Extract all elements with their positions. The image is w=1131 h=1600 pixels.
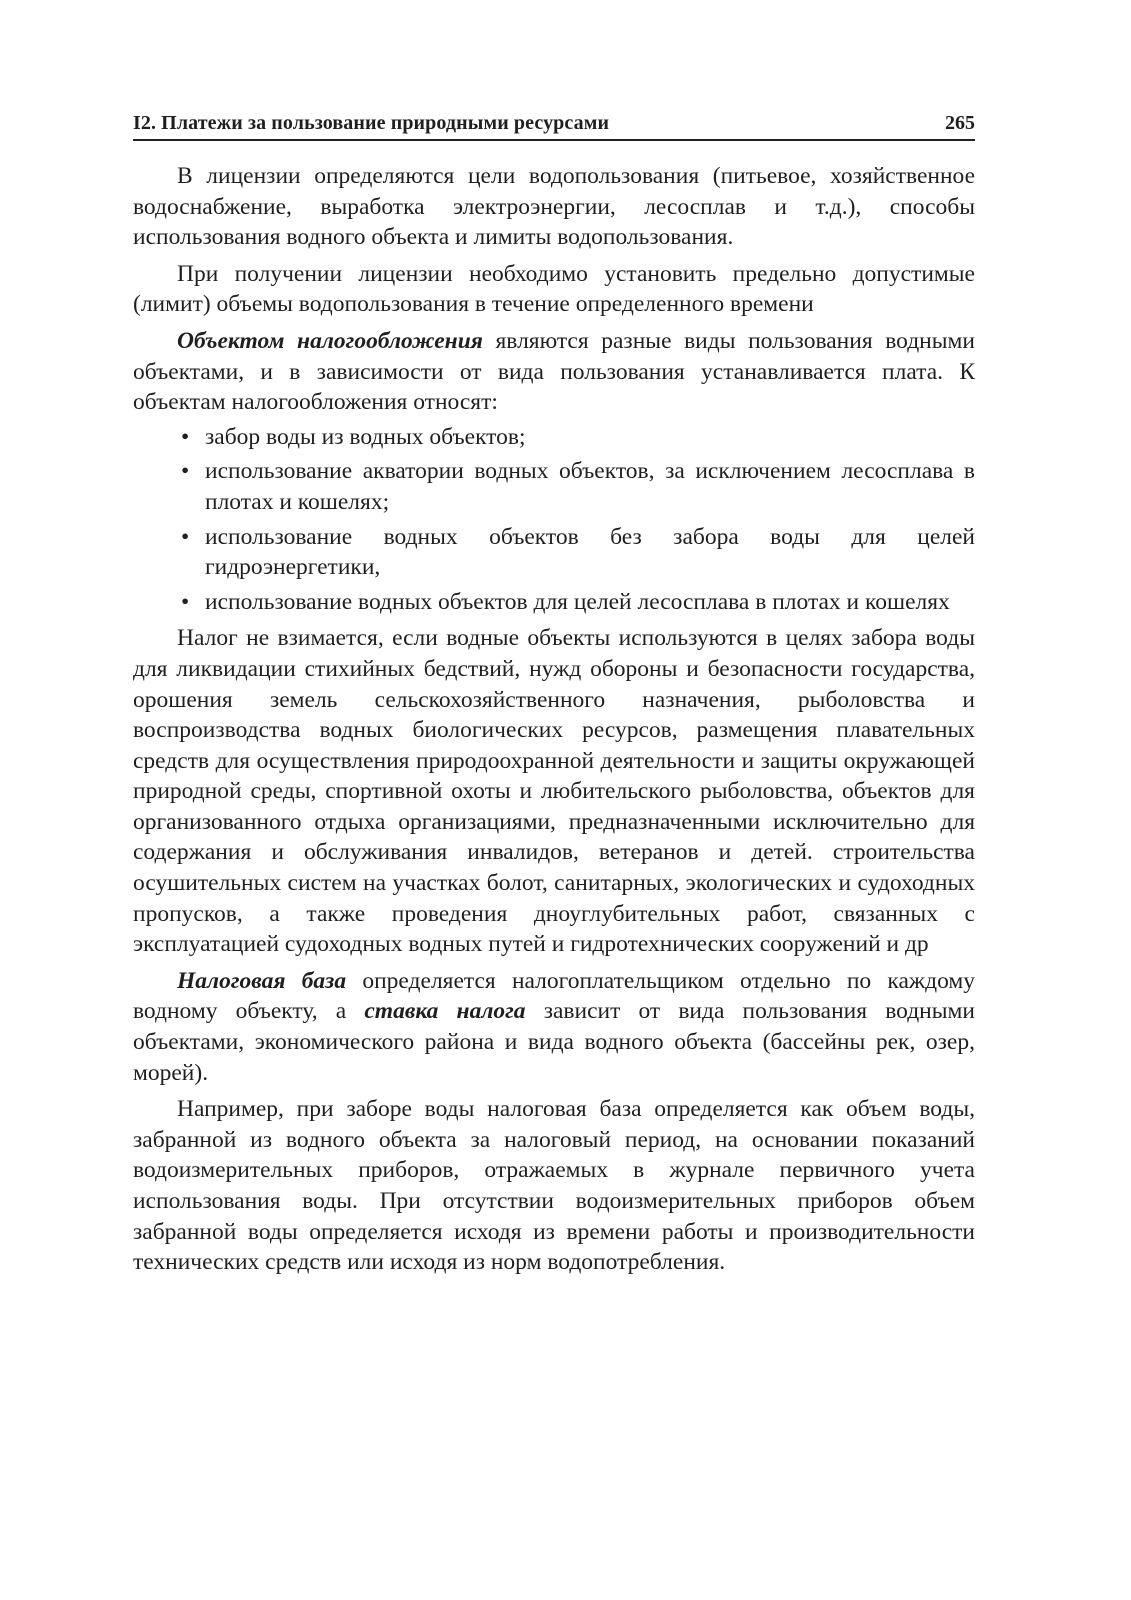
paragraph-tax-object-text: являются разные виды пользования водными объектами, и в зависимости от вида пользования устанавливается плата. К объектам налогообложения относят: <box>133 327 975 416</box>
paragraph-license-goals: В лицензии определяются цели водопользования (питьевое, хозяйственное водоснабжение, выработка электроэнергии, лесосплав и т.д.), способы использования водного объекта и лимиты водопользования. <box>133 163 975 251</box>
body-text <box>133 161 975 1278</box>
paragraph-tax-base-text-2: зависит от вида пользования водными объектами, экономического района и вида водного объекта (бассейны рек, озер, морей). <box>133 998 975 1086</box>
paragraph-tax-base-text-1: определяется налогоплательщиком отдельно по каждому водному объекту, а <box>133 967 976 1025</box>
term-tax-base: Налоговая база <box>177 967 347 994</box>
term-tax-rate: ставка налога <box>364 998 526 1025</box>
book-page <box>133 112 975 1284</box>
list-item: • забор воды из водных объектов; <box>133 422 975 453</box>
term-tax-object: Объектом налогообложения <box>177 327 483 354</box>
paragraph-tax-exemptions: Налог не взимается, если водные объекты используются в целях забора воды для ликвидации стихийных бедствий, нужд обороны и безопасности государства, орошения земель сельскохозяйственного назначения, рыболовства и воспроизводства водных биологических ресурсов, размещения плавательных средств для осуществления природоохранной деятельности и защиты окружающей природной среды, спортивной охоты и любительского рыболовства, объектов для организованного отдыха организациями, предназначенными исключительно для содержания и обслуживания инвалидов, ветеранов и детей. строительства осушительных систем на участках болот, санитарных, экологических и судоходных пропусков, а также проведения дноуглубительных работ, связанных с эксплуатацией судоходных водных путей и гидротехнических сооружений и др <box>133 625 975 958</box>
page-number: 265 <box>945 112 975 134</box>
paragraph-tax-object <box>133 326 975 418</box>
list-item: • использование водных объектов без забора воды для целей гидроэнергетики, <box>133 522 975 583</box>
paragraph-license-limits: При получении лицензии необходимо установить предельно допустимые (лимит) объемы водопользования в течение определенного времени <box>133 260 975 318</box>
list-item: • использование водных объектов для целей лесосплава в плотах и кошелях <box>133 587 975 618</box>
tax-object-list <box>133 422 975 618</box>
paragraph-water-intake-example: Например, при заборе воды налоговая база определяется как объем воды, забранной из водного объекта за налоговый период, на основании показаний водоизмерительных приборов, отражаемых в журнале первичного учета использования воды. При отсутствии водоизмерительных приборов объем забранной воды определяется исходя из времени работы и производительности технических средств или исходя из норм водопотребления. <box>133 1096 975 1276</box>
running-header <box>133 112 975 141</box>
chapter-title: I2. Платежи за пользование природными ресурсами <box>133 112 610 134</box>
paragraph-tax-base <box>133 966 975 1088</box>
list-item: • использование акватории водных объектов, за исключением лесосплава в плотах и кошелях; <box>133 456 975 517</box>
